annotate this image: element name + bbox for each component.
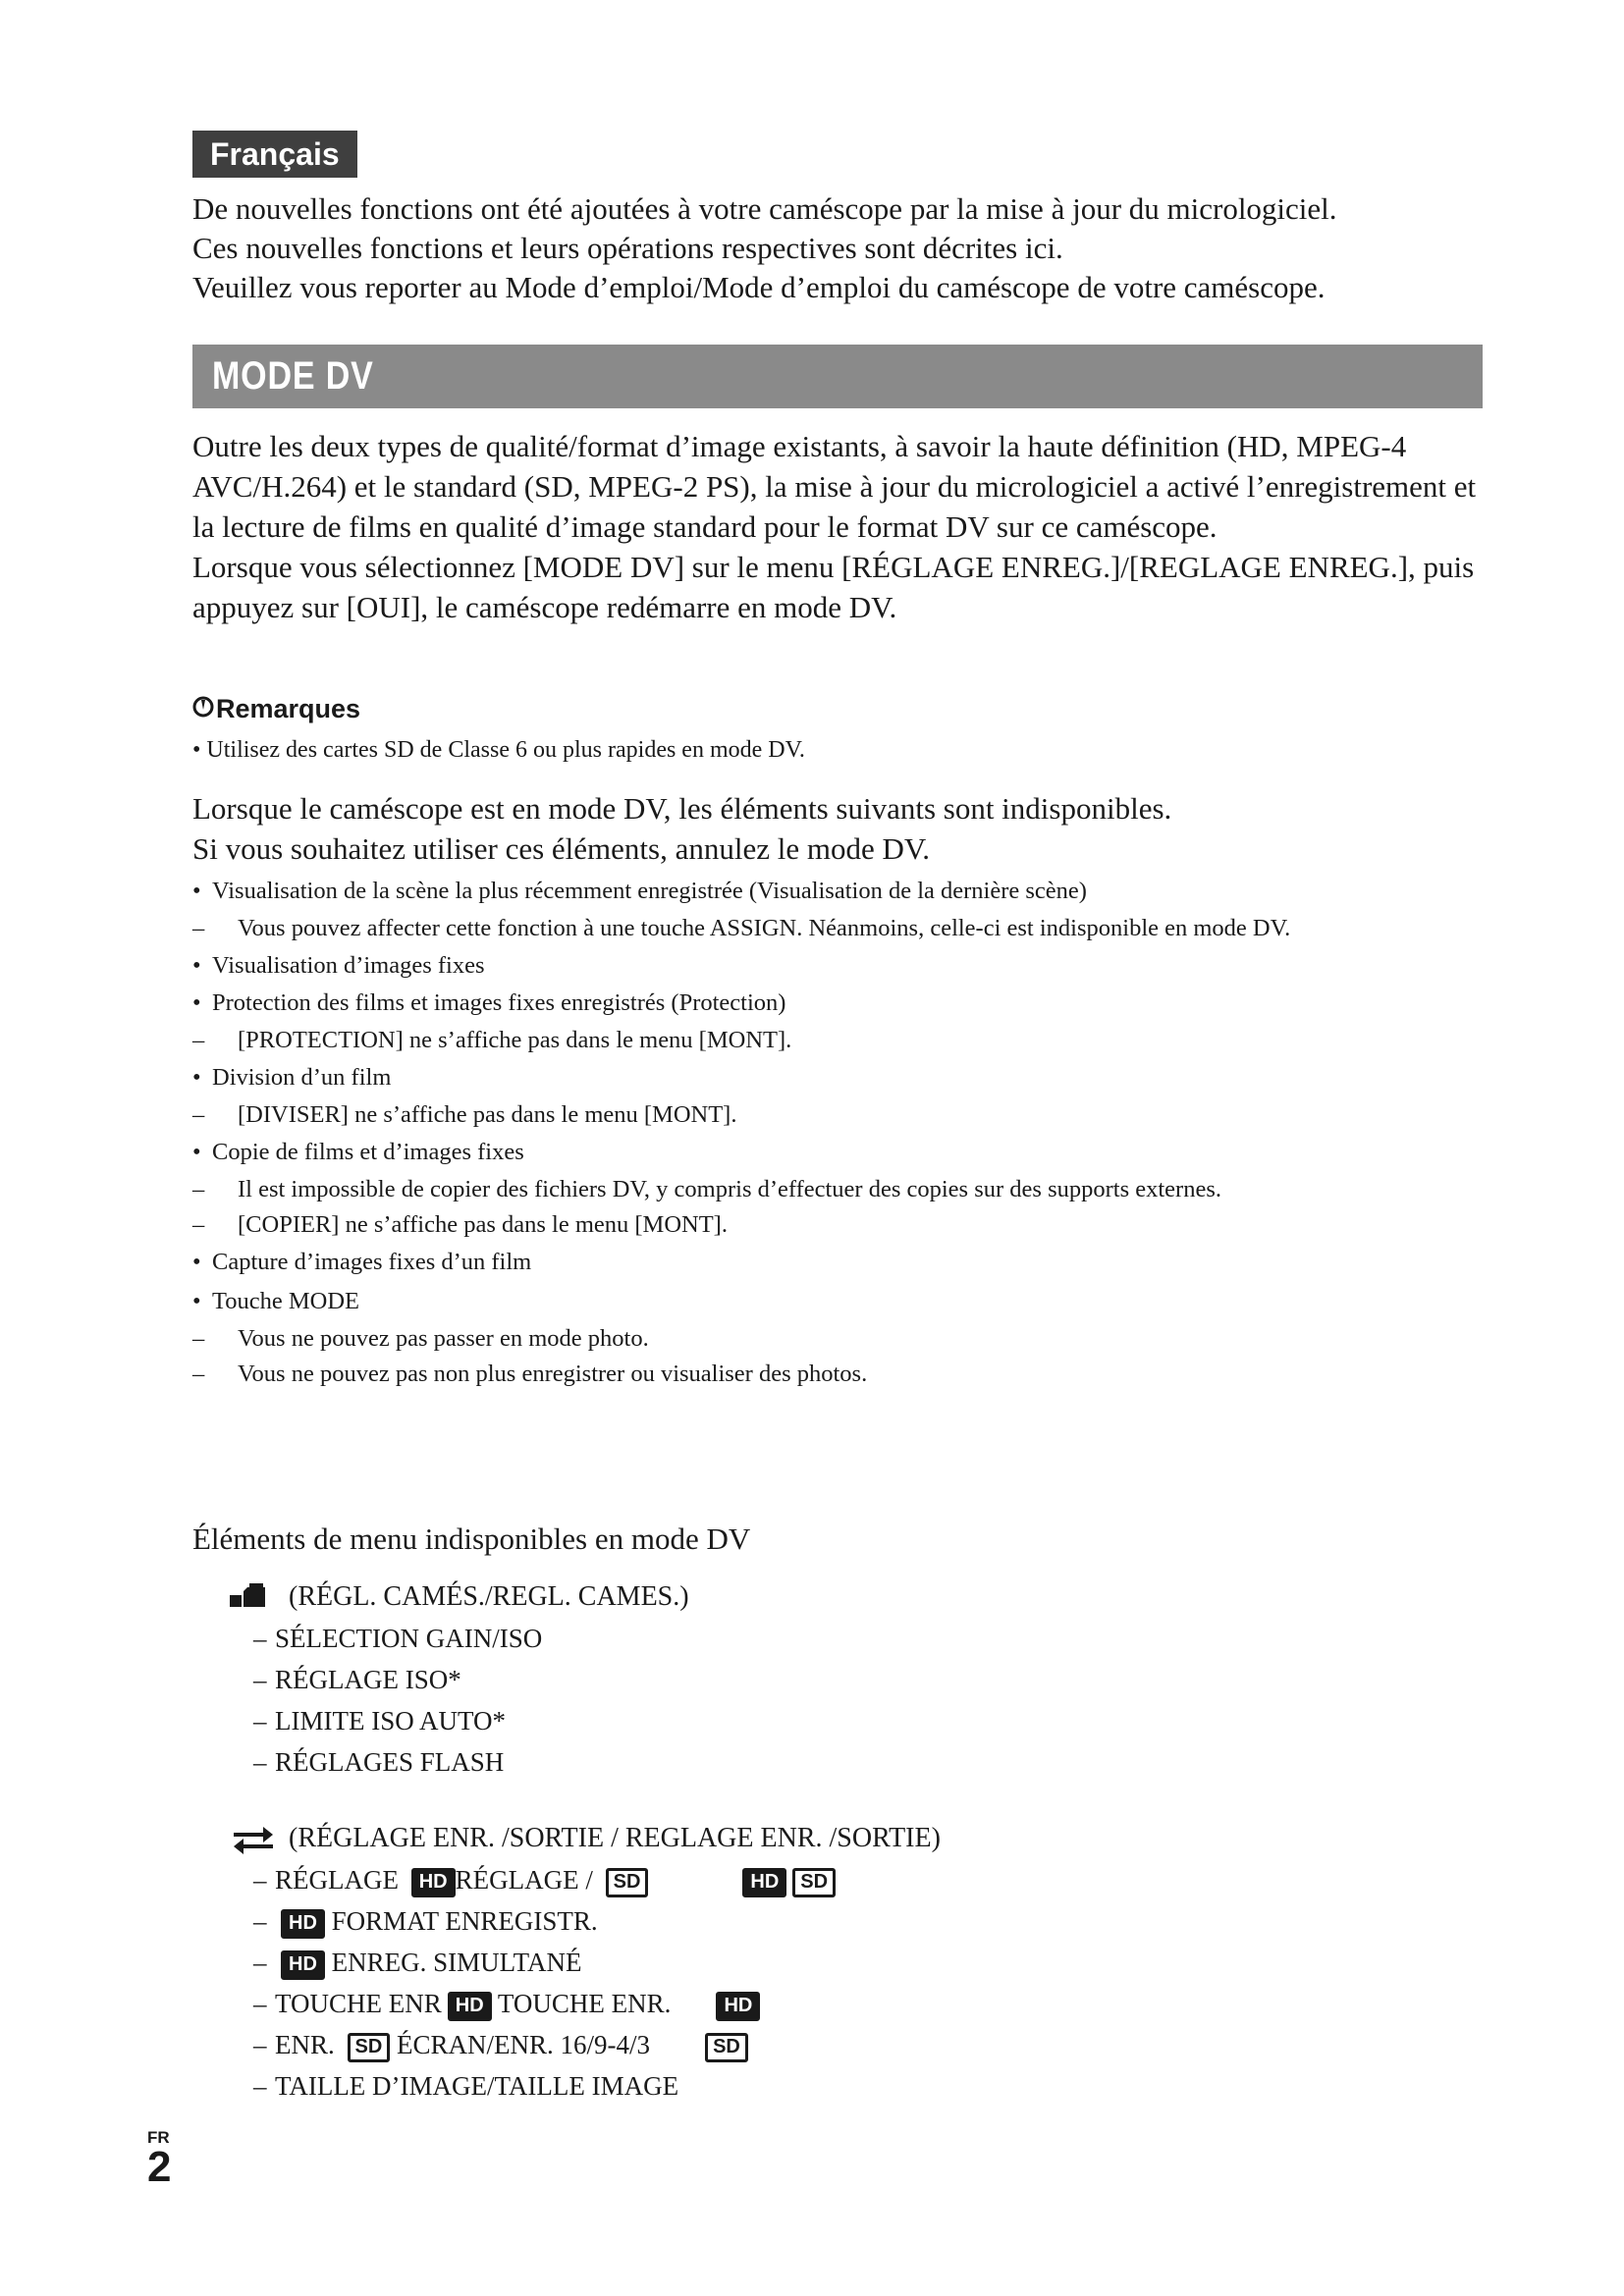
remarks-title: Remarques [216, 694, 361, 723]
list-item: • Visualisation d’images fixes [192, 952, 485, 979]
list-subitem: – Il est impossible de copier des fichiers DV, y compris d’effectuer des copies sur des supports externes. [192, 1176, 1221, 1202]
intro-line: Ces nouvelles fonctions et leurs opérations respectives sont décrites ici. [192, 231, 1063, 265]
intro-line: De nouvelles fonctions ont été ajoutées à votre caméscope par la mise à jour du micrologiciel. [192, 191, 1337, 226]
menu-item: – LIMITE ISO AUTO* [253, 1706, 506, 1735]
unavailable-intro [192, 788, 1171, 869]
menu-heading: Éléments de menu indisponibles en mode DV [192, 1522, 751, 1556]
remarks-heading [192, 691, 360, 726]
body-paragraph: Outre les deux types de qualité/format d’image existants, à savoir la haute définition (HD, MPEG-4 AVC/H.264) et le standard (SD, MPEG-2 PS), la mise à jour du micrologiciel a activé l’enregistrement et la lecture de films en qualité d’image standard pour le format DV sur ce caméscope. [192, 429, 1477, 544]
list-item: • Protection des films et images fixes enregistrés (Protection) [192, 989, 786, 1016]
menu-item: – SÉLECTION GAIN/ISO [253, 1624, 543, 1653]
menu-item: – HD ENREG. SIMULTANÉ [226, 1942, 941, 1983]
hd-badge: HD [281, 1950, 325, 1980]
note-icon [192, 691, 214, 726]
intro-line: Veuillez vous reporter au Mode d’emploi/Mode d’emploi du caméscope de votre caméscope. [192, 270, 1326, 304]
menu-item: – TOUCHE ENR HD TOUCHE ENR. HD [226, 1983, 941, 2024]
remark-item: • Utilisez des cartes SD de Classe 6 ou plus rapides en mode DV. [192, 737, 805, 763]
menu-item: – RÉGLAGE ISO* [253, 1665, 461, 1694]
section-title: MODE DV [212, 354, 374, 398]
list-subitem: – [PROTECTION] ne s’affiche pas dans le menu [MONT]. [192, 1027, 792, 1053]
list-subitem: – Vous ne pouvez pas non plus enregistrer ou visualiser des photos. [192, 1361, 868, 1387]
list-subitem: – Vous ne pouvez pas passer en mode photo. [192, 1325, 649, 1352]
group-header [226, 1818, 941, 1859]
list-subitem: – Vous pouvez affecter cette fonction à une touche ASSIGN. Néanmoins, celle-ci est indisponible en mode DV. [192, 915, 1291, 941]
intro-text [192, 189, 1498, 307]
camera-settings-icon [226, 1577, 281, 1617]
section-body [192, 426, 1489, 627]
group-title: (RÉGLAGE ENR. /SORTIE / REGLAGE ENR. /SORTIE) [289, 1823, 941, 1853]
sd-badge: SD [348, 2033, 391, 2062]
menu-item: – RÉGLAGES FLASH [253, 1747, 505, 1777]
list-subitem: – [COPIER] ne s’affiche pas dans le menu [MONT]. [192, 1211, 728, 1238]
menu-item: – HD FORMAT ENREGISTR. [226, 1900, 941, 1942]
recording-output-group [226, 1818, 941, 2107]
body-line: Lorsque le caméscope est en mode DV, les éléments suivants sont indisponibles. [192, 791, 1172, 826]
menu-item: – TAILLE D’IMAGE/TAILLE IMAGE [253, 2071, 679, 2101]
sd-badge: SD [705, 2033, 748, 2062]
hd-badge: HD [281, 1909, 325, 1939]
list-item: • Copie de films et d’images fixes [192, 1139, 524, 1165]
hd-badge: HD [716, 1992, 760, 2021]
hd-badge: HD [411, 1868, 456, 1897]
body-line: Si vous souhaitez utiliser ces éléments, annulez le mode DV. [192, 831, 931, 866]
camera-settings-group [226, 1576, 689, 1783]
menu-item: – ENR. SD ÉCRAN/ENR. 16/9-4/3 SD [226, 2024, 941, 2065]
page-number: 2 [147, 2143, 172, 2191]
body-paragraph: Lorsque vous sélectionnez [MODE DV] sur le menu [RÉGLAGE ENREG.]/[REGLAGE ENREG.], puis appuyez sur [OUI], le caméscope redémarre en mode DV. [192, 550, 1475, 624]
group-title: (RÉGL. CAMÉS./REGL. CAMES.) [289, 1581, 689, 1612]
section-header-bar [192, 345, 1483, 408]
sd-badge: SD [606, 1868, 649, 1897]
list-item: • Touche MODE [192, 1288, 360, 1314]
list-item: • Capture d’images fixes d’un film [192, 1249, 532, 1275]
unavailable-list [192, 872, 1498, 1392]
page-language-label: FR [147, 2128, 170, 2147]
sd-badge: SD [792, 1868, 836, 1897]
hd-badge: HD [742, 1868, 786, 1897]
record-output-arrows-icon [226, 1819, 281, 1858]
list-subitem: – [DIVISER] ne s’affiche pas dans le menu [MONT]. [192, 1101, 737, 1128]
list-item: • Visualisation de la scène la plus récemment enregistrée (Visualisation de la dernière scène) [192, 878, 1087, 904]
list-item: • Division d’un film [192, 1064, 392, 1091]
hd-badge: HD [448, 1992, 492, 2021]
group-header [226, 1576, 689, 1618]
language-tab: Français [192, 131, 357, 178]
menu-item: – RÉGLAGE HD RÉGLAGE / SD HD SD [226, 1859, 941, 1900]
